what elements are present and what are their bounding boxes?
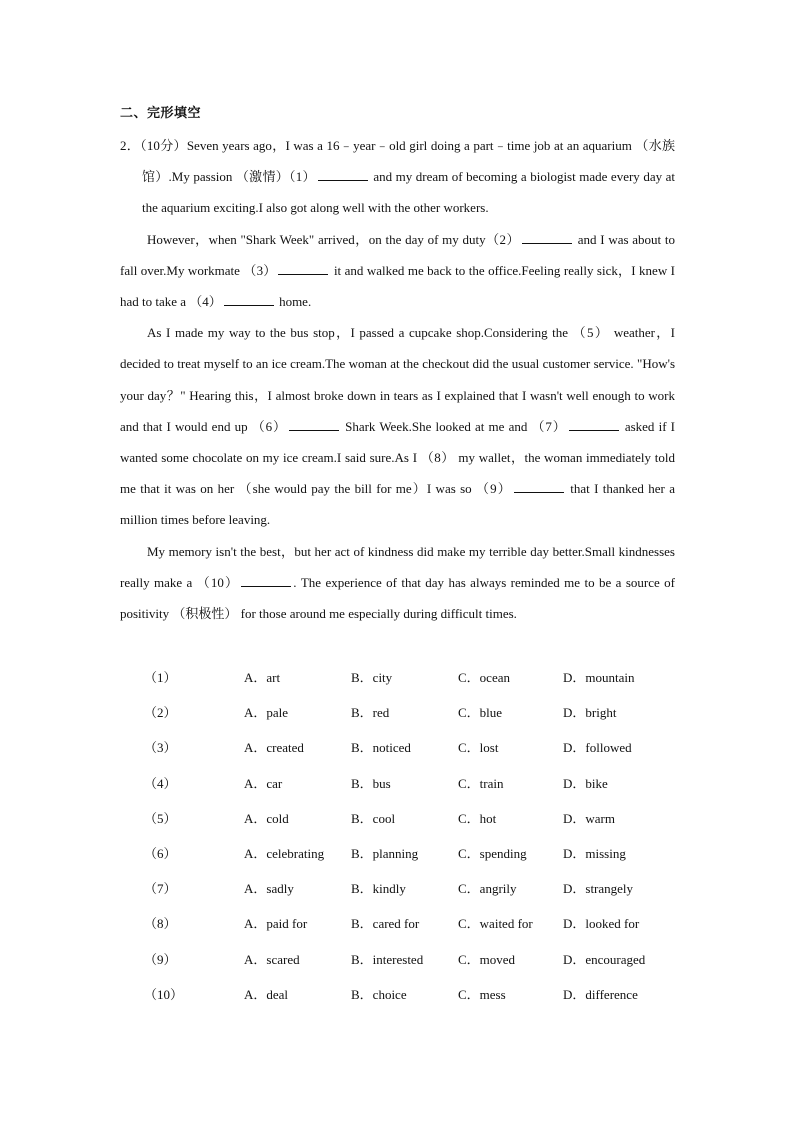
- option-a: A．created: [244, 740, 304, 756]
- option-c: C．hot: [458, 810, 497, 826]
- paragraph-1-tail: and my dream of becoming a biologist made every day at the aquarium exciting.I also got along well with the other workers.: [142, 169, 675, 216]
- option-row: [120, 839, 680, 874]
- option-row: [120, 980, 680, 1015]
- paragraph-4-part-b: . The experience of that day has always reminded me to be a source of positivity （积极性） for those around me especially during difficult times.: [120, 574, 675, 622]
- option-b: B．interested: [351, 951, 424, 967]
- blank-9: [514, 482, 564, 493]
- option-d: D．bright: [563, 705, 617, 721]
- option-d: D．warm: [563, 810, 615, 826]
- option-c: C．moved: [458, 951, 516, 967]
- paragraph-2: [120, 224, 675, 318]
- cloze-passage: [120, 130, 675, 629]
- option-c: C．blue: [458, 705, 503, 721]
- blank-10: [241, 576, 291, 587]
- paragraph-3-part-b: Shark Week.She looked at me and （7）: [340, 418, 567, 434]
- question-number: （4）: [144, 775, 177, 791]
- paragraph-4-part-a: My memory isn't the best，but her act of kindness did make my terrible day better.Small kindnesses really make a （10）: [120, 543, 675, 590]
- option-a: A．celebrating: [244, 845, 325, 861]
- option-a: A．car: [244, 775, 283, 791]
- option-c: C．train: [458, 775, 504, 791]
- paragraph-3-part-c: asked if I wanted some chocolate on my ice cream.I said sure.As I （8） my wallet，the woman immediately told me that it was on her （she would pay the bill for me）I was so （9）: [120, 418, 675, 497]
- question-number: （10）: [144, 986, 184, 1002]
- blank-1: [318, 170, 368, 181]
- option-c: C．angrily: [458, 881, 517, 897]
- option-c: C．ocean: [458, 670, 510, 685]
- option-c: C．waited for: [458, 916, 533, 932]
- option-b: B．city: [351, 670, 393, 685]
- paragraph-2-part-d: home.: [275, 294, 312, 310]
- answer-options: [120, 663, 680, 1015]
- option-d: D．strangely: [563, 881, 634, 897]
- question-number: （7）: [144, 881, 177, 897]
- option-c: C．spending: [458, 845, 527, 861]
- option-row: [120, 804, 680, 839]
- section-title: 二、完形填空: [120, 106, 202, 121]
- option-d: D．bike: [563, 775, 608, 791]
- option-c: C．mess: [458, 986, 506, 1002]
- question-number: （5）: [144, 810, 177, 826]
- option-a: A．sadly: [244, 881, 294, 897]
- paragraph-3-part-d: that I thanked her a million times before leaving.: [120, 481, 676, 528]
- question-number: （2）: [144, 705, 177, 721]
- question-number: （6）: [144, 845, 177, 861]
- option-a: A．art: [244, 670, 281, 685]
- option-a: A．scared: [244, 951, 300, 967]
- option-c: C．lost: [458, 740, 499, 756]
- question-number: （8）: [144, 916, 177, 932]
- paragraph-2-part-c: it and walked me back to the office.Feeling really sick，I knew I had to take a （4）: [120, 262, 675, 310]
- option-b: B．red: [351, 705, 390, 721]
- option-d: D．missing: [563, 845, 626, 861]
- option-d: D．looked for: [563, 916, 640, 932]
- blank-3: [278, 264, 328, 275]
- blank-2: [522, 233, 572, 244]
- option-row: [120, 769, 680, 804]
- option-row: [120, 909, 680, 944]
- option-d: D．encouraged: [563, 951, 646, 967]
- option-b: B．bus: [351, 775, 391, 791]
- option-a: A．paid for: [244, 916, 308, 932]
- option-row: [120, 663, 680, 698]
- blank-7: [569, 420, 619, 431]
- paragraph-4: [120, 536, 675, 630]
- option-b: B．choice: [351, 986, 407, 1002]
- option-b: B．cared for: [351, 916, 420, 932]
- option-b: B．planning: [351, 845, 419, 861]
- option-d: D．difference: [563, 986, 638, 1002]
- option-a: A．cold: [244, 810, 289, 826]
- option-d: D．mountain: [563, 670, 635, 685]
- blank-4: [224, 295, 274, 306]
- blank-6: [289, 420, 339, 431]
- paragraph-3-part-a: As I made my way to the bus stop，I passed a cupcake shop.Considering the （5） weather，I decided to treat myself to an ice cream.The woman at the checkout did the usual customer service. "How's your day？" Hearing this，I almost broke down in tears as I explained that I wasn't well enough to work and that I would end up （6）: [120, 325, 675, 434]
- paragraph-2-part-a: However，when "Shark Week" arrived，on the day of my duty（2）: [147, 231, 521, 247]
- question-number: （3）: [144, 740, 177, 756]
- option-row: [120, 945, 680, 980]
- option-row: [120, 733, 680, 768]
- paragraph-2-part-b: and I was about to fall over.My workmate （3）: [120, 231, 676, 278]
- option-b: B．kindly: [351, 881, 406, 897]
- paragraph-1-head: 2．（10分）Seven years ago，I was a 16﹣year﹣old girl doing a part﹣time job at an aquarium （水族馆）.My passion （激情）（1）: [120, 138, 675, 185]
- option-b: B．noticed: [351, 740, 411, 756]
- option-a: A．pale: [244, 705, 289, 721]
- paragraph-1: [120, 130, 675, 224]
- option-row: [120, 874, 680, 909]
- option-a: A．deal: [244, 986, 289, 1002]
- option-row: [120, 698, 680, 733]
- question-number: （9）: [144, 951, 177, 967]
- paragraph-3: [120, 317, 675, 535]
- option-d: D．followed: [563, 740, 632, 756]
- question-number: （1）: [144, 670, 177, 685]
- option-b: B．cool: [351, 810, 396, 826]
